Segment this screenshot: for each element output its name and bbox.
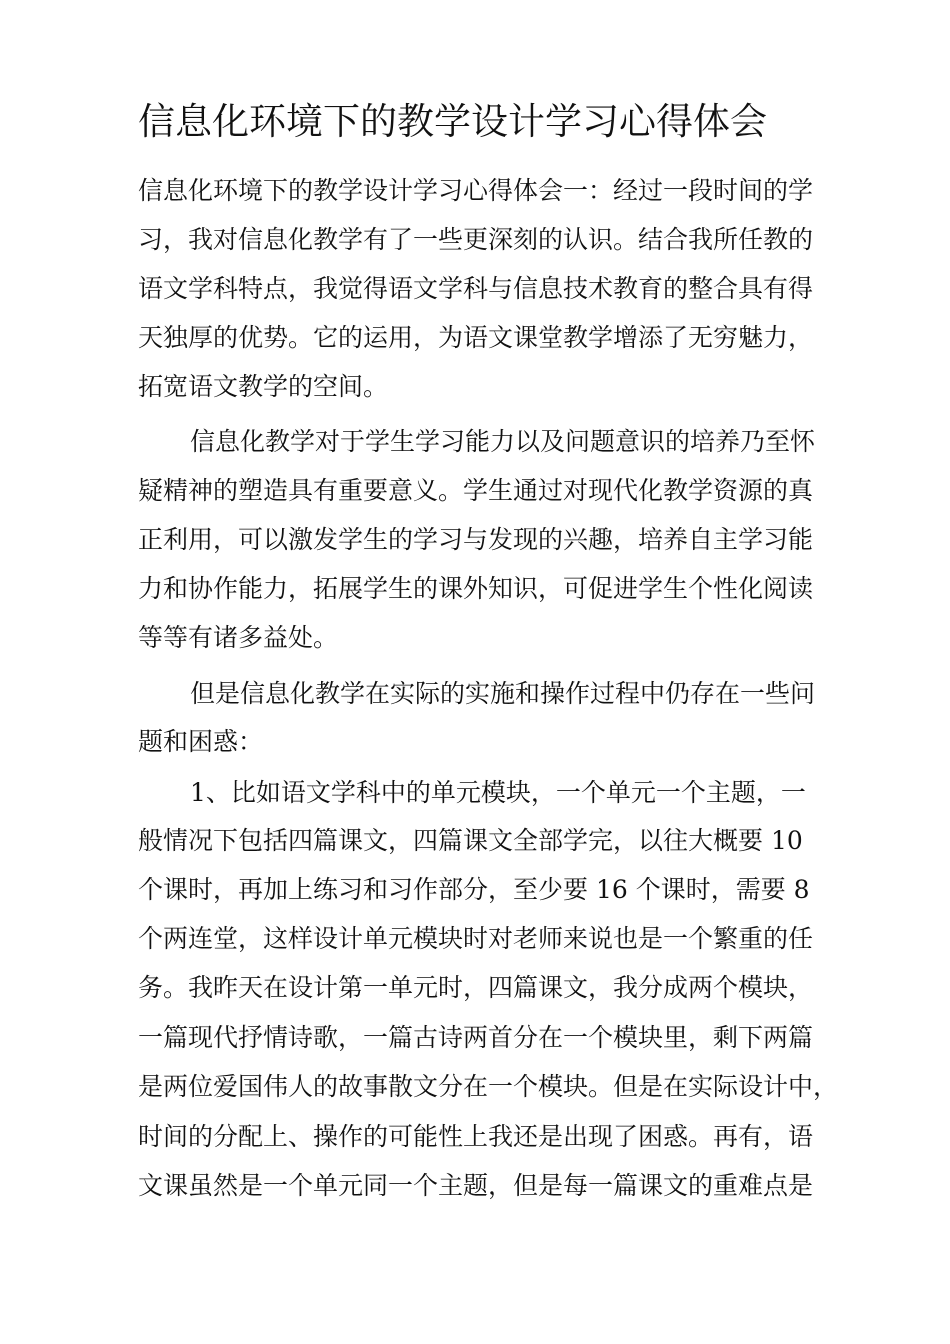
paragraph-1-line-4: 天独厚的优势。它的运用，为语文课堂教学增添了无穷魅力，	[138, 323, 814, 352]
paragraph-4-line-1: 1、比如语文学科中的单元模块，一个单元一个主题，一	[190, 778, 806, 807]
paragraph-4-line-3: 个课时，再加上练习和习作部分，至少要 16 个课时，需要 8	[138, 875, 810, 904]
paragraph-4-line-5: 务。我昨天在设计第一单元时，四篇课文，我分成两个模块，	[138, 973, 814, 1002]
paragraph-4-line-4: 个两连堂，这样设计单元模块时对老师来说也是一个繁重的任	[138, 924, 814, 953]
paragraph-4-line-6: 一篇现代抒情诗歌，一篇古诗两首分在一个模块里，剩下两篇	[138, 1023, 814, 1052]
paragraph-2-line-4: 力和协作能力，拓展学生的课外知识，可促进学生个性化阅读	[138, 574, 814, 603]
paragraph-4-line-8: 时间的分配上、操作的可能性上我还是出现了困惑。再有，语	[138, 1122, 814, 1151]
paragraph-3-line-2: 题和困惑：	[138, 727, 264, 756]
paragraph-4-line-2: 般情况下包括四篇课文，四篇课文全部学完，以往大概要 10	[138, 826, 803, 855]
paragraph-4-line-9: 文课虽然是一个单元同一个主题，但是每一篇课文的重难点是	[138, 1171, 814, 1200]
paragraph-2-line-2: 疑精神的塑造具有重要意义。学生通过对现代化教学资源的真	[138, 476, 814, 505]
document-title: 信息化环境下的教学设计学习心得体会	[138, 100, 767, 143]
paragraph-1-line-1: 信息化环境下的教学设计学习心得体会一：经过一段时间的学	[138, 176, 814, 205]
paragraph-1-line-3: 语文学科特点，我觉得语文学科与信息技术教育的整合具有得	[138, 274, 814, 303]
paragraph-3-line-1: 但是信息化教学在实际的实施和操作过程中仍存在一些问	[190, 679, 816, 708]
paragraph-1-line-5: 拓宽语文教学的空间。	[138, 372, 389, 401]
paragraph-4-line-7: 是两位爱国伟人的故事散文分在一个模块。但是在实际设计中，	[138, 1072, 839, 1101]
paragraph-1-line-2: 习，我对信息化教学有了一些更深刻的认识。结合我所任教的	[138, 225, 814, 254]
paragraph-2-line-5: 等等有诸多益处。	[138, 623, 339, 652]
paragraph-2-line-3: 正利用，可以激发学生的学习与发现的兴趣，培养自主学习能	[138, 525, 814, 554]
paragraph-2-line-1: 信息化教学对于学生学习能力以及问题意识的培养乃至怀	[190, 427, 816, 456]
